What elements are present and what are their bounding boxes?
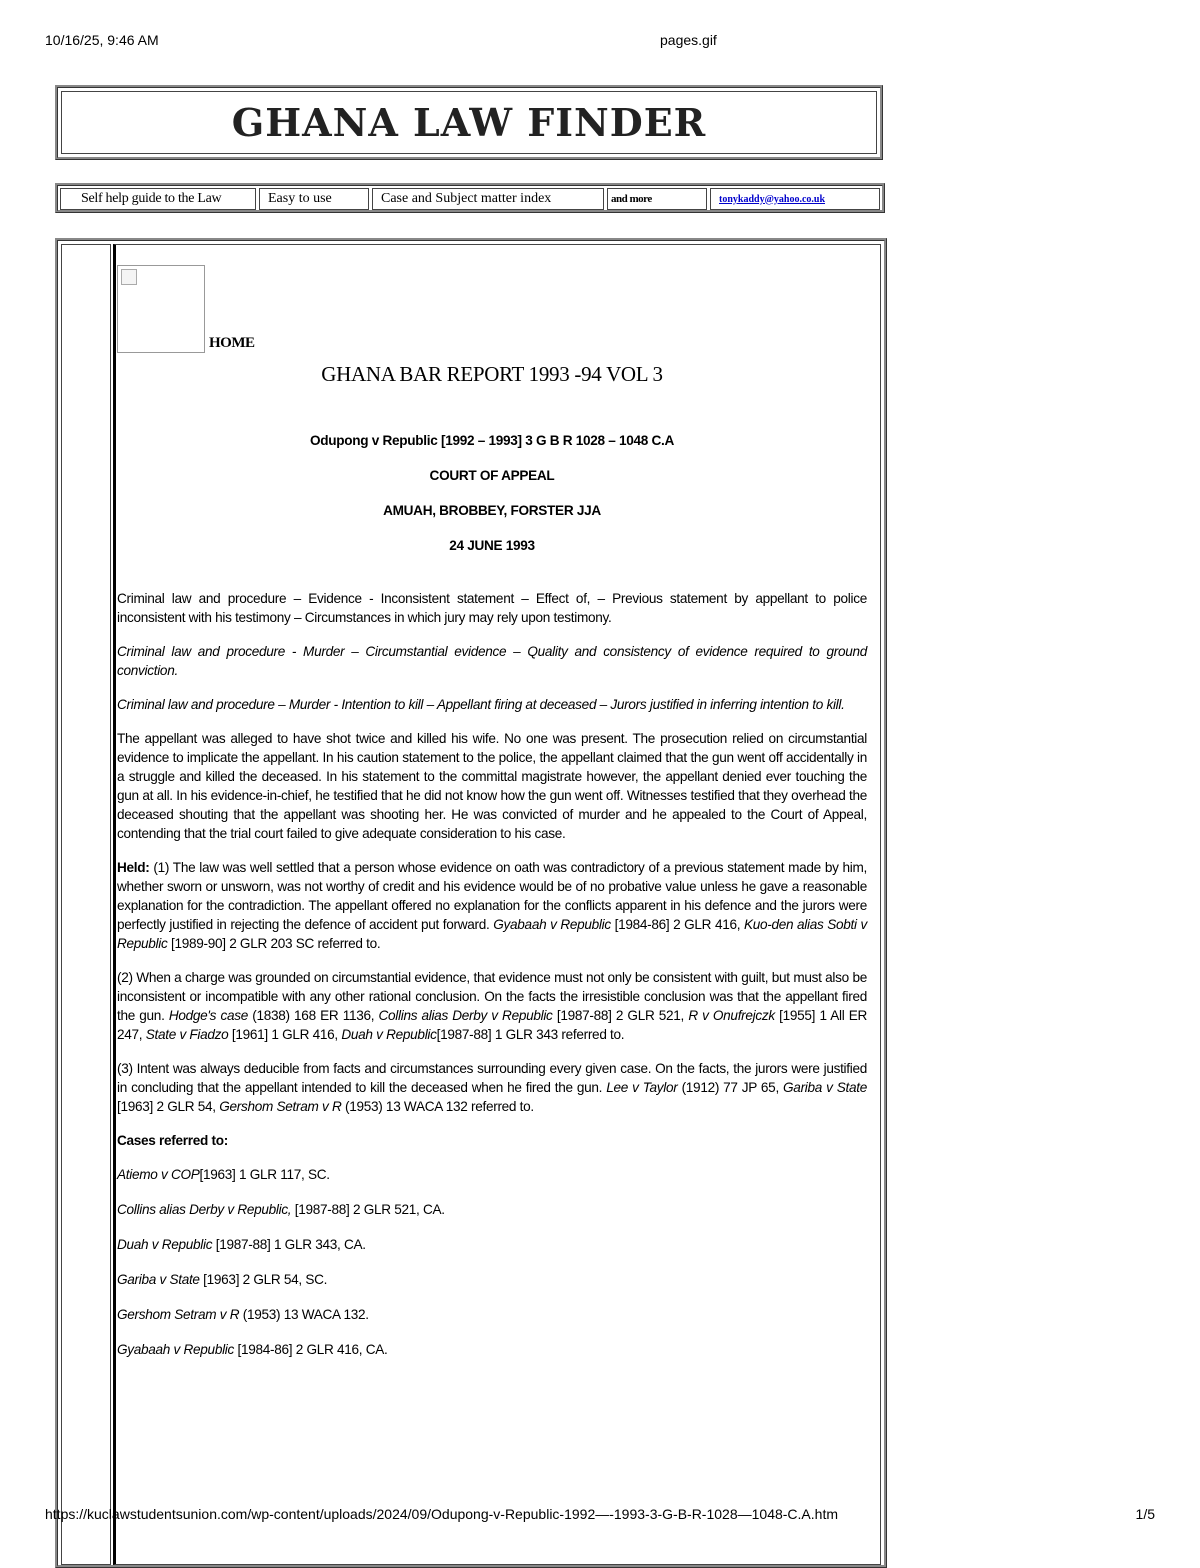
case-judges: AMUAH, BROBBEY, FORSTER JJA (383, 503, 601, 518)
headnote-3: Criminal law and procedure – Murder - Intention to kill – Appellant firing at deceased – Jurors justified in inferring intention to kill. (117, 697, 845, 712)
site-banner (55, 85, 883, 160)
email-link[interactable]: tonykaddy@yahoo.co.uk (719, 193, 826, 205)
home-link[interactable]: HOME (209, 335, 255, 351)
facts-paragraph: The appellant was alleged to have shot twice and killed his wife. No one was present. The prosecution relied on circumstantial evidence to implicate the appellant. In his caution statement to the police, the appellant claimed that the gun went off accidentally in a struggle and killed the deceased. In his statement to the committal magistrate however, the appellant denied ever touching the gun at all. In his evidence-in-chief, he testified that he did not know how the gun went off. Witnesses testified that they overhead the deceased shouting that the appellant was shooting her. He was convicted of murder and he appealed to the Court of Appeal, contending that the trial court failed to give adequate consideration to his case. (117, 731, 867, 841)
held-label: Held: (117, 860, 150, 875)
broken-image-icon[interactable] (117, 265, 205, 353)
held-paragraph-3: (3) Intent was always deducible from facts and circumstances surrounding every given case. On the facts, the jurors were justified in concluding that the appellant intended to kill the deceased when he fired the gun. Lee v Taylor (1912) 77 JP 65, Gariba v State [1963] 2 GLR 54, Gershom Setram v R (1953) 13 WACA 132 referred to. (117, 1061, 867, 1114)
held-paragraph-2: (2) When a charge was grounded on circumstantial evidence, that evidence must not only be consistent with guilt, but must also be inconsistent or incompatible with any other rational conclusion. On the facts the irresistible conclusion was that the appellant fired the gun. Hodge's case (1838) 168 ER 1136, Collins alias Derby v Republic [1987-88] 2 GLR 521, R v Onufrejczk [1955] 1 All ER 247, State v Fiadzo [1961] 1 GLR 416, Duah v Republic[1987-88] 1 GLR 343 referred to. (117, 970, 868, 1042)
cases-heading: Cases referred to: (117, 1133, 228, 1148)
nav-self-help: Self help guide to the Law (60, 188, 256, 210)
case-list-item: Collins alias Derby v Republic, [1987-88] 2 GLR 521, CA. (117, 1202, 445, 1217)
case-list-item: Duah v Republic [1987-88] 1 GLR 343, CA. (117, 1237, 366, 1252)
nav-bar (55, 183, 885, 213)
nav-email-cell (710, 188, 880, 210)
nav-easy-to-use: Easy to use (259, 188, 369, 210)
case-date: 24 JUNE 1993 (449, 538, 535, 553)
print-page-number: 1/5 (1135, 1506, 1155, 1522)
headnote-2: Criminal law and procedure - Murder – Circumstantial evidence – Quality and consistency of evidence required to ground conviction. (117, 644, 867, 678)
print-page-title: pages.gif (660, 32, 717, 48)
print-url: https://kuclawstudentsunion.com/wp-content/uploads/2024/09/Odupong-v-Republic-1992—-1993-3-G-B-R-1028—1048-C.A.htm (45, 1506, 838, 1522)
nav-case-index: Case and Subject matter index (372, 188, 604, 210)
case-list-item: Gariba v State [1963] 2 GLR 54, SC. (117, 1272, 328, 1287)
site-title: GHANA LAW FINDER (231, 100, 707, 145)
report-title: GHANA BAR REPORT 1993 -94 VOL 3 (321, 362, 663, 386)
left-column (61, 244, 111, 1565)
held-paragraph-1: Held: (1) The law was well settled that a person whose evidence on oath was contradictory of a previous statement made by him, whether sworn or unsworn, was not worthy of credit and his evidence would be of no probative value unless he gave a reasonable explanation for the contradiction. The appellant offered no explanation for the conflicts apparent in his defence and the jurors were perfectly justified in rejecting the defence of accident put forward. Gyabaah v Republic [1984-86] 2 GLR 416, Kuo-den alias Sobti v Republic [1989-90] 2 GLR 203 SC referred to. (117, 860, 867, 951)
case-list-item: Gyabaah v Republic [1984-86] 2 GLR 416, CA. (117, 1342, 388, 1357)
print-datetime: 10/16/25, 9:46 AM (45, 32, 159, 48)
case-court: COURT OF APPEAL (429, 468, 555, 483)
case-list-item: Atiemo v COP[1963] 1 GLR 117, SC. (117, 1167, 330, 1182)
nav-and-more: and more (607, 188, 707, 210)
case-citation: Odupong v Republic [1992 – 1993] 3 G B R 1028 – 1048 C.A (310, 433, 674, 448)
document-body (117, 265, 867, 1375)
headnote-1: Criminal law and procedure – Evidence - Inconsistent statement – Effect of, – Previous statement by appellant to police inconsistent with his testimony – Circumstances in which jury may rely upon testimony. (117, 591, 867, 625)
home-row (117, 265, 867, 353)
case-list-item: Gershom Setram v R (1953) 13 WACA 132. (117, 1307, 369, 1322)
